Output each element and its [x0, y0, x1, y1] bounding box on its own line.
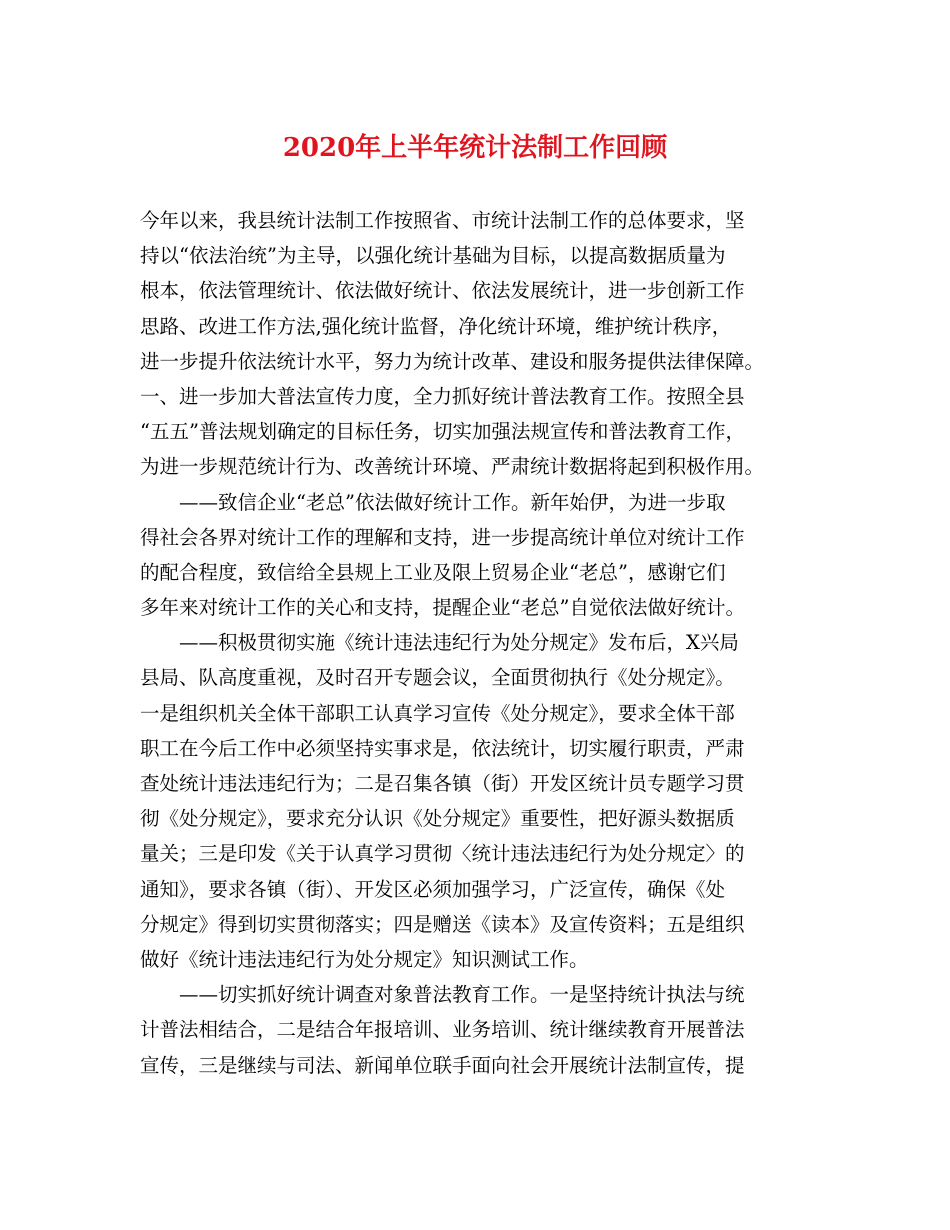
body-line: 一、进一步加大普法宣传力度，全力抓好统计普法教育工作。按照全县: [140, 384, 745, 408]
body-line: 宣传，三是继续与司法、新闻单位联手面向社会开展统计法制宣传，提: [140, 1053, 745, 1077]
body-line: 进一步提升依法统计水平，努力为统计改革、建设和服务提供法律保障。: [140, 349, 765, 373]
body-line: 今年以来，我县统计法制工作按照省、市统计法制工作的总体要求，坚: [140, 209, 745, 232]
body-line: 分规定》得到切实贯彻落实；四是赠送《读本》及宣传资料；五是组织: [140, 912, 745, 936]
body-line: 量关；三是印发《关于认真学习贯彻〈统计违法违纪行为处分规定〉的: [140, 842, 745, 866]
body-line: 为进一步规范统计行为、改善统计环境、严肃统计数据将起到积极作用。: [140, 455, 765, 479]
body-line: 的配合程度，致信给全县规上工业及限上贸易企业“老总”，感谢它们: [140, 560, 726, 584]
body-line: 彻《处分规定》，要求充分认识《处分规定》重要性，把好源头数据质: [140, 807, 735, 831]
body-line: 通知》，要求各镇（街）、开发区必须加强学习，广泛宣传，确保《处: [140, 877, 726, 901]
body-line: 多年来对统计工作的关心和支持，提醒企业“老总”自觉依法做好统计。: [140, 596, 745, 620]
body-line: 思路、改进工作方法,强化统计监督，净化统计环境，维护统计秩序，: [140, 314, 732, 338]
body-line: 职工在今后工作中必须坚持实事求是，依法统计，切实履行职责，严肃: [140, 736, 745, 760]
body-line: 根本，依法管理统计、依法做好统计、依法发展统计，进一步创新工作: [140, 279, 745, 303]
body-line: 县局、队高度重视，及时召开专题会议，全面贯彻执行《处分规定》。: [140, 666, 735, 690]
body-line: 做好《统计违法违纪行为处分规定》知识测试工作。: [140, 947, 589, 971]
paragraph-start-line: ——切实抓好统计调查对象普法教育工作。一是坚持统计执法与统: [179, 983, 745, 1007]
paragraph-start-line: ——积极贯彻实施《统计违法违纪行为处分规定》发布后，X兴局: [179, 631, 739, 655]
body-line: 计普法相结合，二是结合年报培训、业务培训、统计继续教育开展普法: [140, 1018, 745, 1042]
body-line: 持以“依法治统”为主导，以强化统计基础为目标，以提高数据质量为: [140, 244, 726, 268]
paragraph-start-line: ——致信企业“老总”依法做好统计工作。新年始伊，为进一步取: [179, 490, 726, 514]
body-line: “五五”普法规划确定的目标任务，切实加强法规宣传和普法教育工作，: [140, 420, 745, 444]
document-body: [140, 203, 830, 1083]
body-line: 查处统计违法违纪行为；二是召集各镇（街）开发区统计员专题学习贯: [140, 772, 745, 795]
body-line: 得社会各界对统计工作的理解和支持，进一步提高统计单位对统计工作: [140, 525, 745, 549]
document-title: 2020年上半年统计法制工作回顾: [282, 133, 668, 163]
body-line: 一是组织机关全体干部职工认真学习宣传《处分规定》，要求全体干部: [140, 701, 735, 725]
